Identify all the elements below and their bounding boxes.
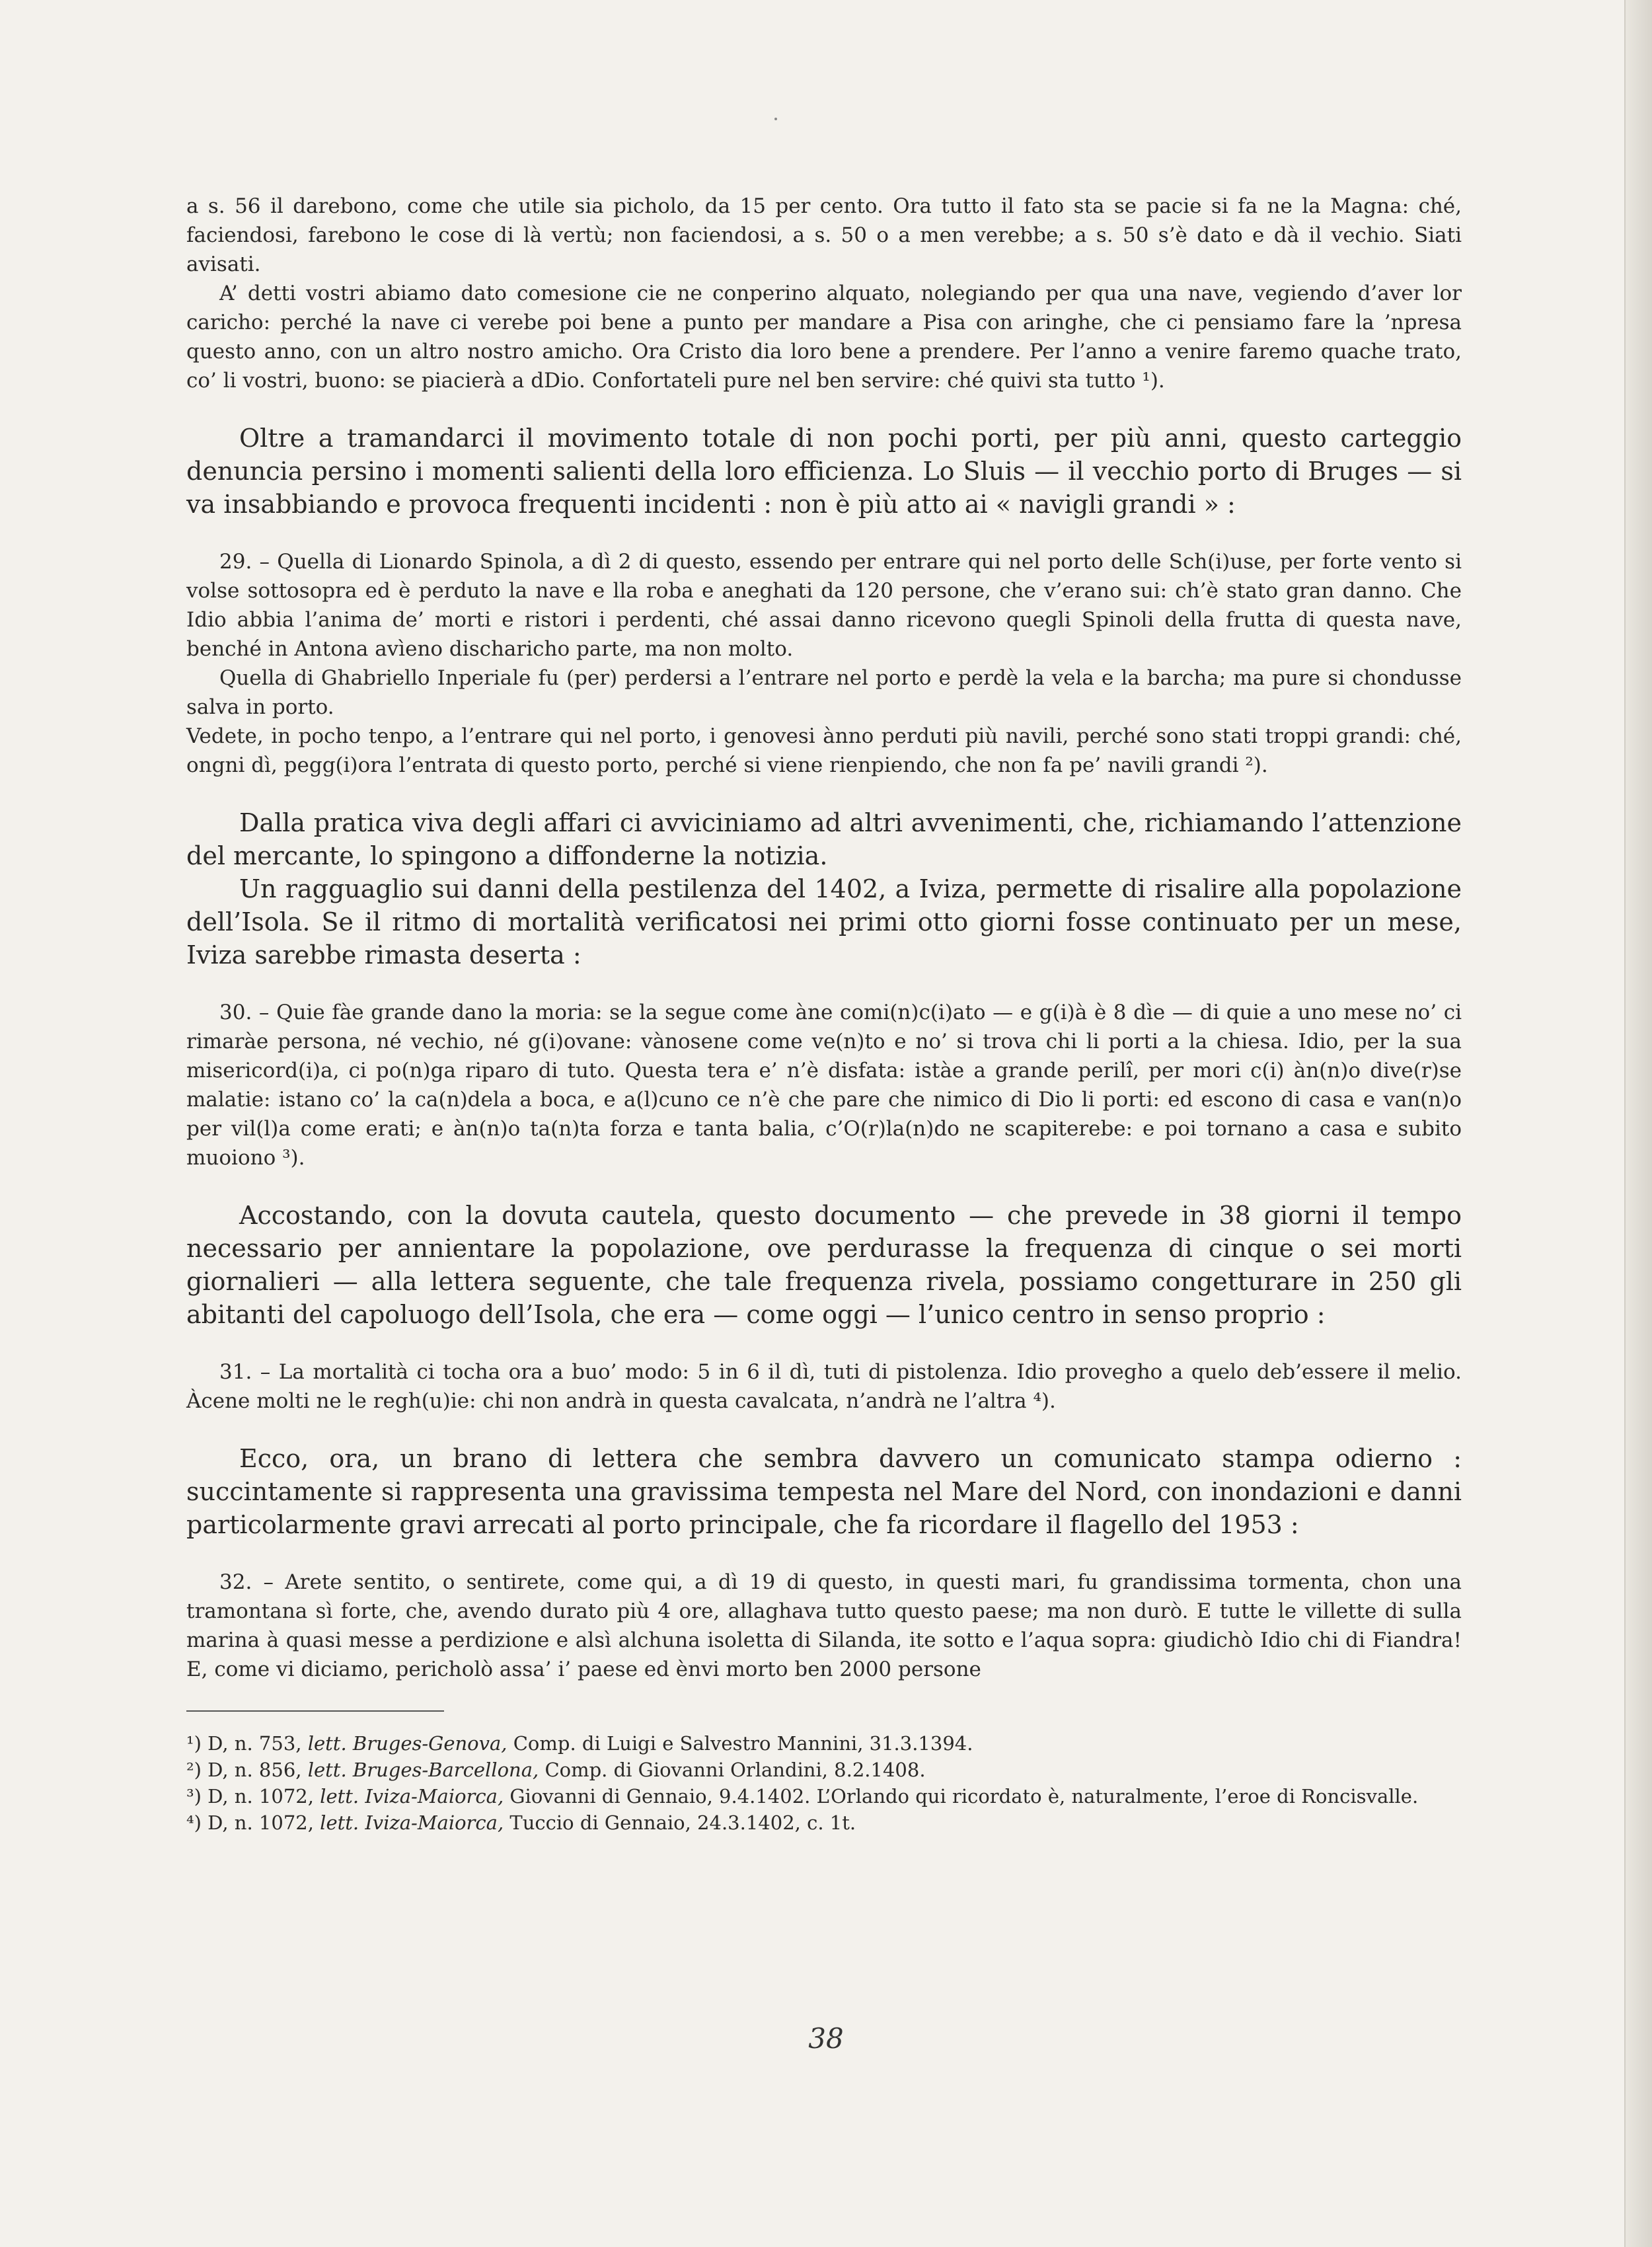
page-number: 38 (808, 2022, 844, 2055)
footnote-1: ¹) D, n. 753, lett. Bruges-Genova, Comp. di Luigi e Salvestro Mannini, 31.3.1394. (186, 1732, 973, 1755)
footnote-divider (186, 1710, 444, 1712)
quote-block-29 (186, 547, 1462, 780)
page-body (186, 192, 1462, 1836)
quote-paragraph: A’ detti vostri abiamo dato comesione cie ne conperino alquato, nolegiando per qua una nave, vegiendo d’aver lor caricho: perché la nave ci verebe poi bene a punto per mandare a Pisa con aringhe, che ci pensiamo fare la ’npresa questo anno, con un altro nostro amicho. Ora Cristo dia loro bene a prendere. Per l’anno a venire faremo quache trato, co’ li vostri, buono: se piacierà a dDio. Confortateli pure nel ben servire: ché quivi sta tutto ¹). (186, 282, 1462, 393)
quote-block-1 (186, 192, 1462, 395)
quote-paragraph: 31. – La mortalità ci tocha ora a buo’ modo: 5 in 6 il dì, tuti di pistolenza. Idio proveghо a quelo deb’essere il melio. Àcene molti ne le regh(u)ie: chi non andrà in questa cavalcata, n’andrà ne l’altra ⁴). (186, 1360, 1462, 1413)
quote-block-30 (186, 998, 1462, 1172)
commentary-block-2 (186, 806, 1462, 971)
footnote-4: ⁴) D, n. 1072, lett. Iviza-Maiorca, Tuccio di Gennaio, 24.3.1402, c. 1t. (186, 1811, 856, 1834)
footnote-2: ²) D, n. 856, lett. Bruges-Barcellona, Comp. di Giovanni Orlandini, 8.2.1408. (186, 1759, 926, 1781)
quote-paragraph: a s. 56 il darebono, come che utile sia picholo, da 15 per cento. Ora tutto il fato sta se pacie si fa ne la Magna: ché, faciendosi, farebono le cose di là vertù; non faciendosi, a s. 50 o a men verebbe; a s. 50 s’è dato e dà il vechio. Siati avisati. (186, 194, 1462, 276)
commentary-paragraph: Un ragguaglio sui danni della pestilenza del 1402, a Iviza, permette di risalire alla popolazione dell’Isola. Se il ritmo di mortalità verificatosi nei primi otto giorni fosse continuato per un mese, Iviza sarebbe rimasta deserta : (186, 874, 1462, 970)
commentary-block-4 (186, 1442, 1462, 1541)
footnotes (186, 1730, 1462, 1836)
quote-block-32 (186, 1568, 1462, 1684)
page-edge (1626, 0, 1652, 2247)
quote-paragraph: 29. – Quella di Lionardo Spinola, a dì 2 di questo, essendo per entrare qui nel porto delle Sch(i)use, per forte vento si volse sottosopra ed è perduto la nave e lla roba e aneghati da 120 persone, che v’erano sui: ch’è stato gran danno. Che Idio abbia l’anima de’ morti e ristori i perdenti, ché assai danno ricevono quegli Spinoli della frutta di questa nave, benché in Antona avìeno discharicho parte, ma non molto. (186, 550, 1462, 661)
commentary-paragraph: Ecco, ora, un brano di lettera che sembra davvero un comunicato stampa odierno : succintamente si rappresenta una gravissima tempesta nel Mare del Nord, con inondazioni e danni particolarmente gravi arrecati al porto principale, che fa ricordare il flagello del 1953 : (186, 1444, 1462, 1539)
quote-paragraph: Quella di Ghabriello Inperiale fu (per) perdersi a l’entrare nel porto e perdè la vela e la barcha; ma pure si chondusse salva in porto. (186, 666, 1462, 719)
commentary-block-3 (186, 1199, 1462, 1331)
quote-paragraph: 30. – Quie fàe grande dano la moria: se la segue come àne comi(n)c(i)ato — e g(i)à è 8 dìe — di quie a uno mese no’ ci rimaràe persona, né vechio, né g(i)ovane: vànosene come ve(n)to e no’ si trova chi li porti a la chiesa. Idio, per la sua misericord(i)a, ci po(n)ga riparo di tuto. Questa tera e’ n’è disfata: istàe a grande perilî, per mori c(i) àn(n)o dive(r)se malatie: istano co’ la ca(n)dela a boca, e a(l)cuno ce n’è che pare che nimico di Dio li porti: ed escono di casa e van(n)o per vil(l)a come erati; e àn(n)o ta(n)ta forza e tanta balia, c’O(r)la(n)do ne scapiterebe: e poi tornano a casa e subito muoiono ³). (186, 1001, 1462, 1170)
commentary-block-1 (186, 422, 1462, 521)
commentary-paragraph: Dalla pratica viva degli affari ci avviciniamo ad altri avvenimenti, che, richiamando l’attenzione del mercante, lo spingono a diffonderne la notizia. (186, 808, 1462, 870)
quote-block-31 (186, 1357, 1462, 1416)
commentary-paragraph: Oltre a tramandarci il movimento totale di non pochi porti, per più anni, questo carteggio denuncia persino i momenti salienti della loro efficienza. Lo Sluis — il vecchio porto di Bruges — si va insabbiando e provoca frequenti incidenti : non è più atto ai « navigli grandi » : (186, 424, 1462, 519)
paper-speck (774, 118, 777, 120)
quote-paragraph: Vedete, in pocho tenpo, a l’entrare qui nel porto, i genovesi ànno perduti più navili, perché sono stati troppi grandi: ché, ongni dì, pegg(i)ora l’entrata di questo porto, perché si viene rienpiendo, che non fa pe’ navili grandi ²). (186, 724, 1462, 777)
quote-paragraph: 32. – Arete sentito, o sentirete, come qui, a dì 19 di questo, in questi mari, fu grandissima tormenta, chon una tramontana sì forte, che, avendo durato più 4 ore, allaghava tutto questo paese; ma non durò. E tutte le villette di sulla marina à quasi messe a perdizione e alsì alchuna isoletta di Silanda, ite sotto e l’aqua sopra: giudichò Idio chi di Fiandra! E, come vi diciamo, pericholò assa’ i’ paese ed ènvi morto ben 2000 persone (186, 1570, 1462, 1681)
commentary-paragraph: Accostando, con la dovuta cautela, questo documento — che prevede in 38 giorni il tempo necessario per annientare la popolazione, ove perdurasse la frequenza di cinque o sei morti giornalieri — alla lettera seguente, che tale frequenza rivela, possiamo congetturare in 250 gli abitanti del capoluogo dell’Isola, che era — come oggi — l’unico centro in senso proprio : (186, 1201, 1462, 1329)
footnote-3: ³) D, n. 1072, lett. Iviza-Maiorca, Giovanni di Gennaio, 9.4.1402. L’Orlando qui ricordato è, naturalmente, l’eroe di Roncisvalle. (186, 1785, 1419, 1808)
